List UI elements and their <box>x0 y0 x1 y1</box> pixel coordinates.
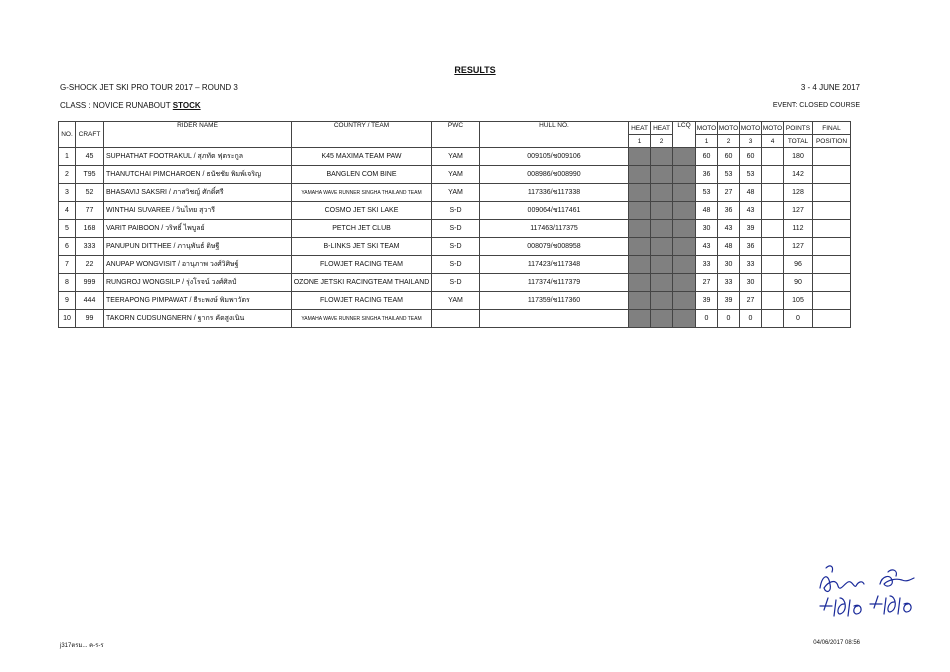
row-moto4 <box>762 274 784 292</box>
row-no: 9 <box>59 292 76 310</box>
col-moto4-num: 4 <box>762 135 784 148</box>
row-total: 105 <box>784 292 813 310</box>
col-rider: RIDER NAME <box>104 122 292 148</box>
event-dates: 3 - 4 JUNE 2017 <box>800 83 860 92</box>
row-team: OZONE JETSKI RACINGTEAM THAILAND <box>292 274 432 292</box>
row-heat2 <box>651 310 673 328</box>
row-heat2 <box>651 202 673 220</box>
row-rider: VARIT PAIBOON / วริทธิ์ ไพบูลย์ <box>104 220 292 238</box>
row-moto3: 36 <box>740 238 762 256</box>
row-total: 127 <box>784 202 813 220</box>
row-heat1 <box>629 292 651 310</box>
row-lcq <box>673 202 696 220</box>
row-moto3: 43 <box>740 202 762 220</box>
row-heat1 <box>629 238 651 256</box>
row-team: FLOWJET RACING TEAM <box>292 292 432 310</box>
col-moto3: MOTO <box>740 122 762 135</box>
row-craft: 444 <box>76 292 104 310</box>
table-row <box>59 166 851 184</box>
row-heat1 <box>629 202 651 220</box>
row-moto4 <box>762 148 784 166</box>
row-team: COSMO JET SKI LAKE <box>292 202 432 220</box>
row-moto2: 60 <box>718 148 740 166</box>
row-heat2 <box>651 166 673 184</box>
class-prefix: CLASS : NOVICE RUNABOUT <box>60 101 173 110</box>
row-moto1: 53 <box>696 184 718 202</box>
table-row <box>59 274 851 292</box>
row-hull <box>480 310 629 328</box>
col-final-sub: POSITION <box>813 135 851 148</box>
col-moto2-num: 2 <box>718 135 740 148</box>
row-hull: 008986/ช008990 <box>480 166 629 184</box>
row-lcq <box>673 292 696 310</box>
row-pwc <box>432 310 480 328</box>
row-pwc: S-D <box>432 238 480 256</box>
row-total: 90 <box>784 274 813 292</box>
row-moto1: 27 <box>696 274 718 292</box>
row-moto2: 53 <box>718 166 740 184</box>
row-rider: TEERAPONG PIMPAWAT / ธีระพงษ์ พิมพาวัตร <box>104 292 292 310</box>
row-final <box>813 238 851 256</box>
row-moto1: 33 <box>696 256 718 274</box>
col-moto2: MOTO <box>718 122 740 135</box>
event-type: EVENT: CLOSED COURSE <box>772 102 860 109</box>
row-moto4 <box>762 292 784 310</box>
row-hull: 117463/117375 <box>480 220 629 238</box>
table-row <box>59 310 851 328</box>
row-heat1 <box>629 256 651 274</box>
row-moto4 <box>762 256 784 274</box>
row-craft: T95 <box>76 166 104 184</box>
row-moto2: 39 <box>718 292 740 310</box>
row-hull: 008079/ช008958 <box>480 238 629 256</box>
row-pwc: S-D <box>432 274 480 292</box>
row-moto3: 48 <box>740 184 762 202</box>
row-moto1: 60 <box>696 148 718 166</box>
col-lcq: LCQ <box>673 122 696 148</box>
row-team: YAMAHA WAVE RUNNER SINGHA THAILAND TEAM <box>292 184 432 202</box>
row-pwc: S-D <box>432 256 480 274</box>
row-team: FLOWJET RACING TEAM <box>292 256 432 274</box>
row-hull: 117336/ช117338 <box>480 184 629 202</box>
row-heat1 <box>629 220 651 238</box>
class-stock: STOCK <box>172 101 201 110</box>
row-rider: ANUPAP WONGVISIT / อานุภาพ วงศ์วิศิษฐ์ <box>104 256 292 274</box>
col-heat2-num: 2 <box>651 135 673 148</box>
row-no: 5 <box>59 220 76 238</box>
row-final <box>813 184 851 202</box>
row-moto2: 27 <box>718 184 740 202</box>
col-final: FINAL <box>813 122 851 135</box>
row-total: 180 <box>784 148 813 166</box>
table-row <box>59 292 851 310</box>
row-heat1 <box>629 184 651 202</box>
row-moto2: 33 <box>718 274 740 292</box>
class-label <box>60 101 201 110</box>
row-rider: TAKORN CUDSUNGNERN / ฐากร คัดสูงเนิน <box>104 310 292 328</box>
row-lcq <box>673 238 696 256</box>
handwritten-signature <box>810 558 920 628</box>
row-final <box>813 256 851 274</box>
row-moto3: 0 <box>740 310 762 328</box>
col-moto3-num: 3 <box>740 135 762 148</box>
row-team: PETCH JET CLUB <box>292 220 432 238</box>
row-total: 127 <box>784 238 813 256</box>
row-craft: 52 <box>76 184 104 202</box>
header-row-1 <box>59 122 851 135</box>
col-heat1-num: 1 <box>629 135 651 148</box>
row-pwc: YAM <box>432 184 480 202</box>
row-moto3: 33 <box>740 256 762 274</box>
row-heat2 <box>651 292 673 310</box>
col-moto4: MOTO <box>762 122 784 135</box>
row-heat2 <box>651 274 673 292</box>
row-hull: 117359/ช117360 <box>480 292 629 310</box>
table-row <box>59 256 851 274</box>
row-moto2: 36 <box>718 202 740 220</box>
row-pwc: YAM <box>432 292 480 310</box>
event-name: G-SHOCK JET SKI PRO TOUR 2017 – ROUND 3 <box>60 83 238 92</box>
table-row <box>59 202 851 220</box>
row-no: 6 <box>59 238 76 256</box>
row-no: 1 <box>59 148 76 166</box>
row-craft: 999 <box>76 274 104 292</box>
row-lcq <box>673 184 696 202</box>
row-final <box>813 202 851 220</box>
row-craft: 168 <box>76 220 104 238</box>
row-no: 3 <box>59 184 76 202</box>
row-pwc: YAM <box>432 166 480 184</box>
row-moto1: 0 <box>696 310 718 328</box>
row-moto2: 48 <box>718 238 740 256</box>
col-country: COUNTRY / TEAM <box>292 122 432 148</box>
row-moto4 <box>762 310 784 328</box>
row-moto4 <box>762 238 784 256</box>
row-no: 10 <box>59 310 76 328</box>
row-lcq <box>673 256 696 274</box>
row-moto3: 27 <box>740 292 762 310</box>
row-no: 7 <box>59 256 76 274</box>
result-rows <box>59 148 851 328</box>
row-craft: 22 <box>76 256 104 274</box>
row-team: B-LINKS JET SKI TEAM <box>292 238 432 256</box>
col-hull: HULL NO. <box>480 122 629 148</box>
row-total: 0 <box>784 310 813 328</box>
row-moto1: 48 <box>696 202 718 220</box>
row-pwc: YAM <box>432 148 480 166</box>
footer-left: j317ตรม... ค-ร-ร <box>60 643 104 649</box>
row-total: 96 <box>784 256 813 274</box>
row-no: 4 <box>59 202 76 220</box>
row-moto1: 36 <box>696 166 718 184</box>
row-total: 142 <box>784 166 813 184</box>
row-heat2 <box>651 238 673 256</box>
results-table <box>58 121 851 328</box>
row-moto1: 43 <box>696 238 718 256</box>
row-moto2: 43 <box>718 220 740 238</box>
row-moto2: 0 <box>718 310 740 328</box>
col-heat2: HEAT <box>651 122 673 135</box>
table-row <box>59 148 851 166</box>
row-moto3: 53 <box>740 166 762 184</box>
row-craft: 333 <box>76 238 104 256</box>
table-row <box>59 220 851 238</box>
row-heat2 <box>651 148 673 166</box>
row-rider: RUNGROJ WONGSILP / รุ่งโรจน์ วงศ์ศิลป์ <box>104 274 292 292</box>
row-hull: 009064/ช117461 <box>480 202 629 220</box>
row-heat2 <box>651 220 673 238</box>
row-moto4 <box>762 220 784 238</box>
row-moto1: 39 <box>696 292 718 310</box>
row-moto4 <box>762 166 784 184</box>
row-team: K45 MAXIMA TEAM PAW <box>292 148 432 166</box>
col-points: POINTS <box>784 122 813 135</box>
row-final <box>813 148 851 166</box>
row-craft: 99 <box>76 310 104 328</box>
col-heat1: HEAT <box>629 122 651 135</box>
row-rider: PANUPUN DITTHEE / ภานุพันธ์ ดิษฐี <box>104 238 292 256</box>
row-heat1 <box>629 274 651 292</box>
row-no: 8 <box>59 274 76 292</box>
row-total: 128 <box>784 184 813 202</box>
row-team: BANGLEN COM BINE <box>292 166 432 184</box>
table-row <box>59 238 851 256</box>
row-no: 2 <box>59 166 76 184</box>
page-title: RESULTS <box>454 65 496 75</box>
row-heat2 <box>651 256 673 274</box>
row-total: 112 <box>784 220 813 238</box>
col-moto1: MOTO <box>696 122 718 135</box>
col-points-sub: TOTAL <box>784 135 813 148</box>
table-row <box>59 184 851 202</box>
row-craft: 77 <box>76 202 104 220</box>
row-final <box>813 292 851 310</box>
col-moto1-num: 1 <box>696 135 718 148</box>
row-moto3: 60 <box>740 148 762 166</box>
row-moto3: 30 <box>740 274 762 292</box>
row-lcq <box>673 220 696 238</box>
row-hull: 117374/ช117379 <box>480 274 629 292</box>
row-moto1: 30 <box>696 220 718 238</box>
row-moto4 <box>762 184 784 202</box>
row-lcq <box>673 310 696 328</box>
row-final <box>813 166 851 184</box>
footer-timestamp: 04/06/2017 08:56 <box>813 640 860 646</box>
row-pwc: S-D <box>432 220 480 238</box>
row-rider: THANUTCHAI PIMCHAROEN / ธนัชชัย พิมพ์เจริญ <box>104 166 292 184</box>
row-hull: 117423/ช117348 <box>480 256 629 274</box>
row-lcq <box>673 166 696 184</box>
row-rider: SUPHATHAT FOOTRAKUL / สุภทัต ฟุตระกูล <box>104 148 292 166</box>
col-no: NO. <box>59 122 76 148</box>
row-craft: 45 <box>76 148 104 166</box>
row-final <box>813 310 851 328</box>
row-moto4 <box>762 202 784 220</box>
row-rider: WINTHAI SUVAREE / วินไทย สุวารี <box>104 202 292 220</box>
row-lcq <box>673 148 696 166</box>
row-heat1 <box>629 166 651 184</box>
col-pwc: PWC <box>432 122 480 148</box>
row-final <box>813 274 851 292</box>
row-heat1 <box>629 148 651 166</box>
row-moto3: 39 <box>740 220 762 238</box>
row-moto2: 30 <box>718 256 740 274</box>
row-pwc: S-D <box>432 202 480 220</box>
row-final <box>813 220 851 238</box>
row-rider: BHASAVIJ SAKSRI / ภาสวิชญ์ ศักดิ์ศรี <box>104 184 292 202</box>
row-lcq <box>673 274 696 292</box>
row-heat2 <box>651 184 673 202</box>
col-craft: CRAFT <box>76 122 104 148</box>
row-team: YAMAHA WAVE RUNNER SINGHA THAILAND TEAM <box>292 310 432 328</box>
row-hull: 009105/ช009106 <box>480 148 629 166</box>
row-heat1 <box>629 310 651 328</box>
